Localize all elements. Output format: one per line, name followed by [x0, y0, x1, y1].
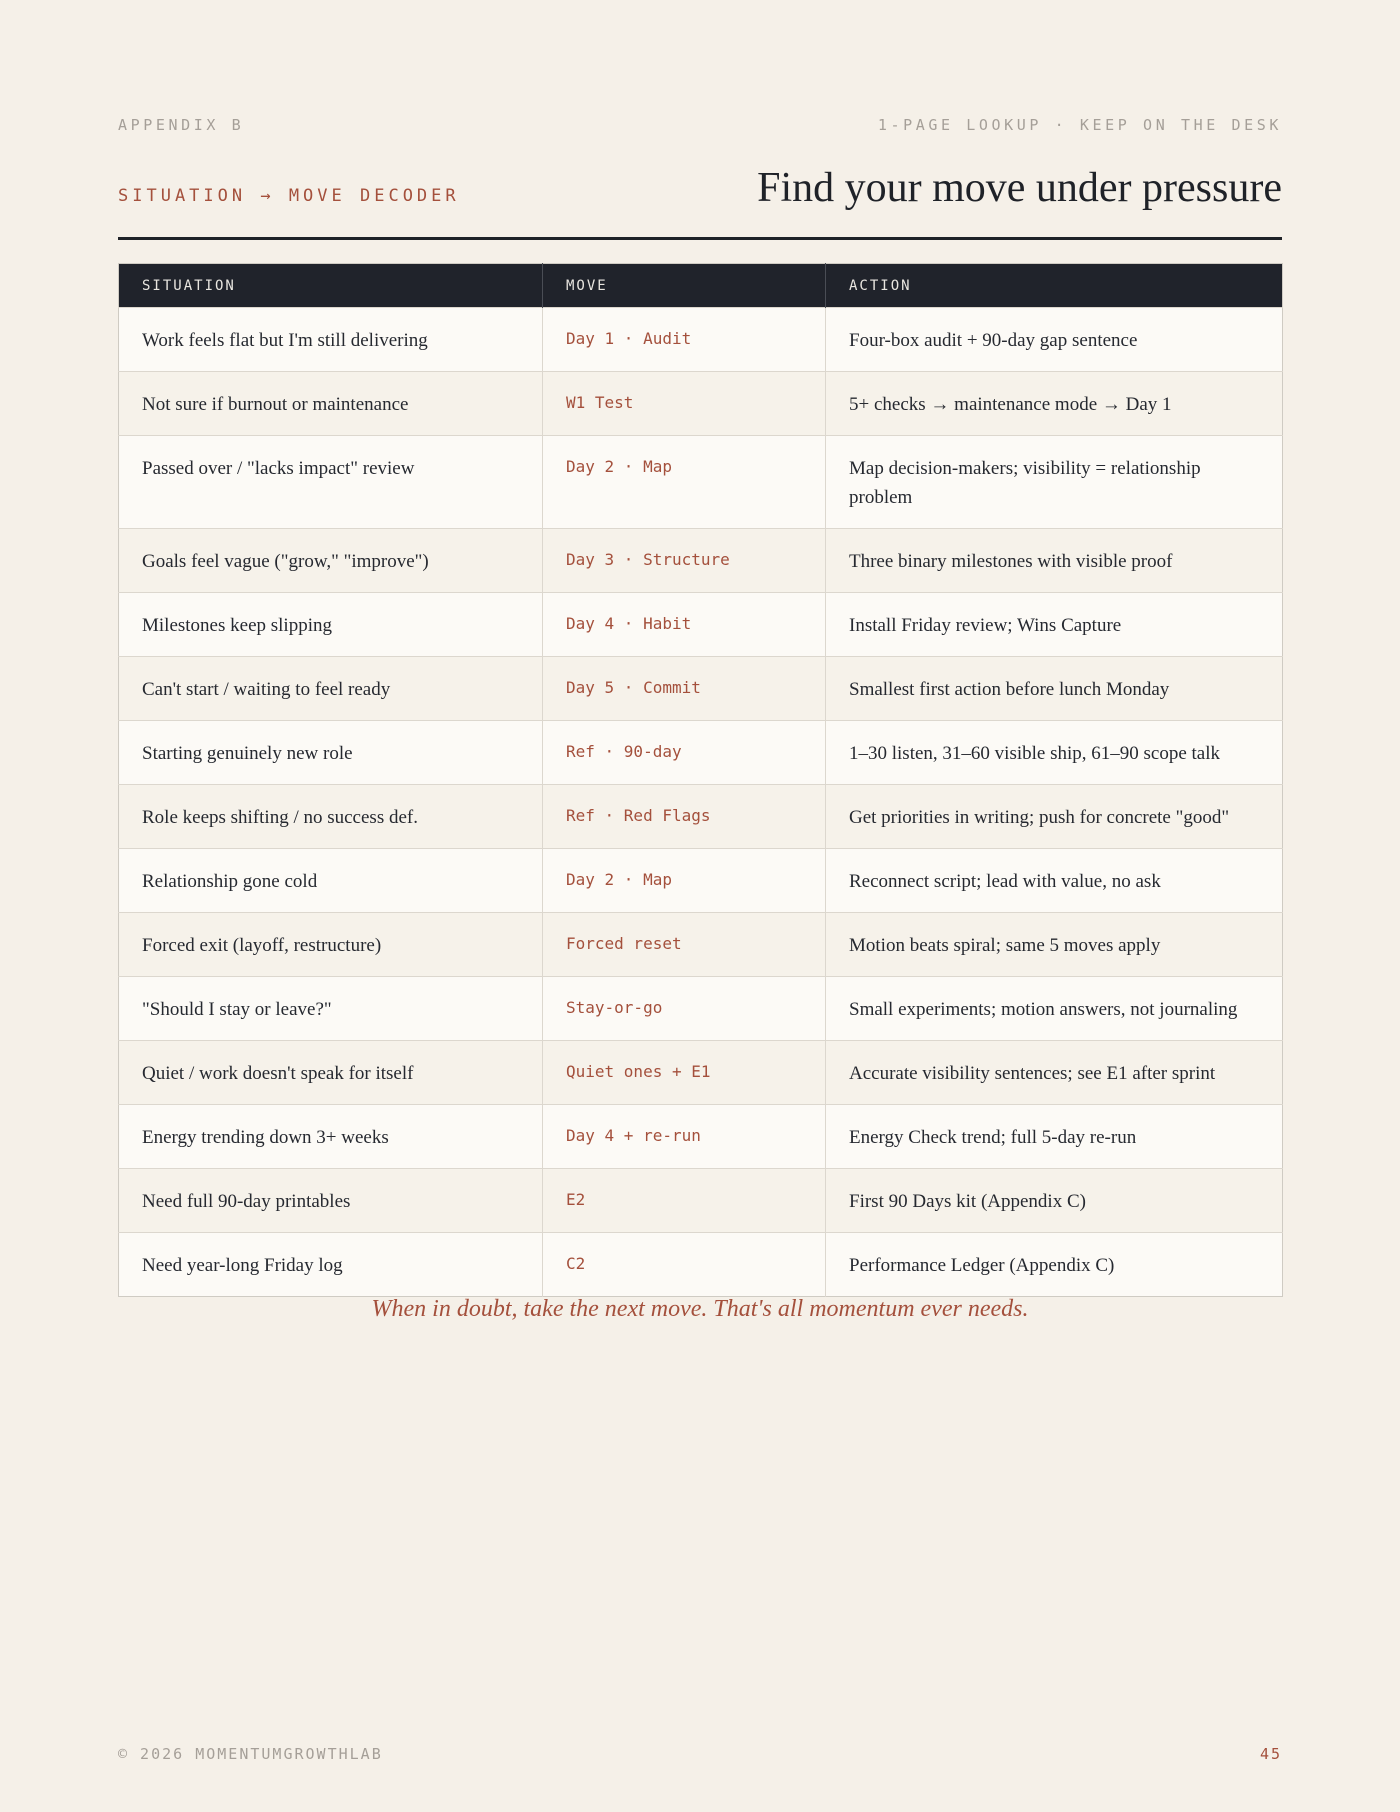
table-row: [119, 308, 1283, 372]
situation-cell: Can't start / waiting to feel ready: [119, 657, 543, 721]
section-eyebrow: SITUATION → MOVE DECODER: [118, 186, 460, 206]
situation-cell: Goals feel vague ("grow," "improve"): [119, 529, 543, 593]
table-row: [119, 1105, 1283, 1169]
table-row: [119, 436, 1283, 529]
table-row: [119, 977, 1283, 1041]
page-title: Find your move under pressure: [757, 165, 1282, 211]
table-row: [119, 657, 1283, 721]
action-cell: Install Friday review; Wins Capture: [826, 593, 1283, 657]
move-cell: Ref · 90-day: [543, 721, 826, 785]
closing-quote: When in doubt, take the next move. That's all momentum ever needs.: [371, 1296, 1029, 1322]
action-cell: Map decision-makers; visibility = relationship problem: [826, 436, 1283, 529]
move-cell: Day 1 · Audit: [543, 308, 826, 372]
situation-cell: Passed over / "lacks impact" review: [119, 436, 543, 529]
column-header-move: MOVE: [543, 264, 826, 308]
move-cell: E2: [543, 1169, 826, 1233]
action-cell: 1–30 listen, 31–60 visible ship, 61–90 scope talk: [826, 721, 1283, 785]
running-header-left: APPENDIX B: [118, 116, 245, 134]
table-row: [119, 849, 1283, 913]
title-rule: [118, 237, 1282, 240]
situation-cell: Role keeps shifting / no success def.: [119, 785, 543, 849]
action-cell: Smallest first action before lunch Monday: [826, 657, 1283, 721]
move-cell: Day 2 · Map: [543, 849, 826, 913]
table-header: [119, 264, 1283, 308]
action-cell: Reconnect script; lead with value, no ask: [826, 849, 1283, 913]
move-cell: Forced reset: [543, 913, 826, 977]
situation-cell: Work feels flat but I'm still delivering: [119, 308, 543, 372]
move-cell: Day 3 · Structure: [543, 529, 826, 593]
table-row: [119, 593, 1283, 657]
table-row: [119, 721, 1283, 785]
situation-cell: Need full 90-day printables: [119, 1169, 543, 1233]
move-cell: Day 4 + re-run: [543, 1105, 826, 1169]
decoder-table: [118, 263, 1283, 1297]
action-cell: 5+ checks → maintenance mode → Day 1: [826, 372, 1283, 436]
table-header-row: [119, 264, 1283, 308]
column-header-situation: SITUATION: [119, 264, 543, 308]
table-row: [119, 1041, 1283, 1105]
action-cell: Small experiments; motion answers, not journaling: [826, 977, 1283, 1041]
action-cell: Four-box audit + 90-day gap sentence: [826, 308, 1283, 372]
footer-copyright: © 2026 MOMENTUMGROWTHLAB: [118, 1745, 383, 1763]
action-cell: First 90 Days kit (Appendix C): [826, 1169, 1283, 1233]
move-cell: Stay-or-go: [543, 977, 826, 1041]
action-cell: Three binary milestones with visible proof: [826, 529, 1283, 593]
decoder-table-container: [118, 263, 1282, 1297]
table-row: [119, 1169, 1283, 1233]
page-number: 45: [1259, 1745, 1282, 1763]
action-cell: Get priorities in writing; push for concrete "good": [826, 785, 1283, 849]
move-cell: C2: [543, 1233, 826, 1297]
situation-cell: Starting genuinely new role: [119, 721, 543, 785]
situation-cell: Forced exit (layoff, restructure): [119, 913, 543, 977]
move-cell: Day 5 · Commit: [543, 657, 826, 721]
move-cell: Day 4 · Habit: [543, 593, 826, 657]
move-cell: Ref · Red Flags: [543, 785, 826, 849]
table-row: [119, 529, 1283, 593]
table-row: [119, 785, 1283, 849]
table-row: [119, 1233, 1283, 1297]
move-cell: Quiet ones + E1: [543, 1041, 826, 1105]
action-cell: Motion beats spiral; same 5 moves apply: [826, 913, 1283, 977]
running-header-right: 1-PAGE LOOKUP · KEEP ON THE DESK: [877, 116, 1282, 134]
situation-cell: "Should I stay or leave?": [119, 977, 543, 1041]
situation-cell: Energy trending down 3+ weeks: [119, 1105, 543, 1169]
action-cell: Accurate visibility sentences; see E1 after sprint: [826, 1041, 1283, 1105]
situation-cell: Relationship gone cold: [119, 849, 543, 913]
move-cell: Day 2 · Map: [543, 436, 826, 529]
action-cell: Performance Ledger (Appendix C): [826, 1233, 1283, 1297]
situation-cell: Need year-long Friday log: [119, 1233, 543, 1297]
situation-cell: Not sure if burnout or maintenance: [119, 372, 543, 436]
column-header-action: ACTION: [826, 264, 1283, 308]
action-cell: Energy Check trend; full 5-day re-run: [826, 1105, 1283, 1169]
situation-cell: Milestones keep slipping: [119, 593, 543, 657]
move-cell: W1 Test: [543, 372, 826, 436]
table-row: [119, 913, 1283, 977]
table-row: [119, 372, 1283, 436]
situation-cell: Quiet / work doesn't speak for itself: [119, 1041, 543, 1105]
table-body: [119, 308, 1283, 1297]
